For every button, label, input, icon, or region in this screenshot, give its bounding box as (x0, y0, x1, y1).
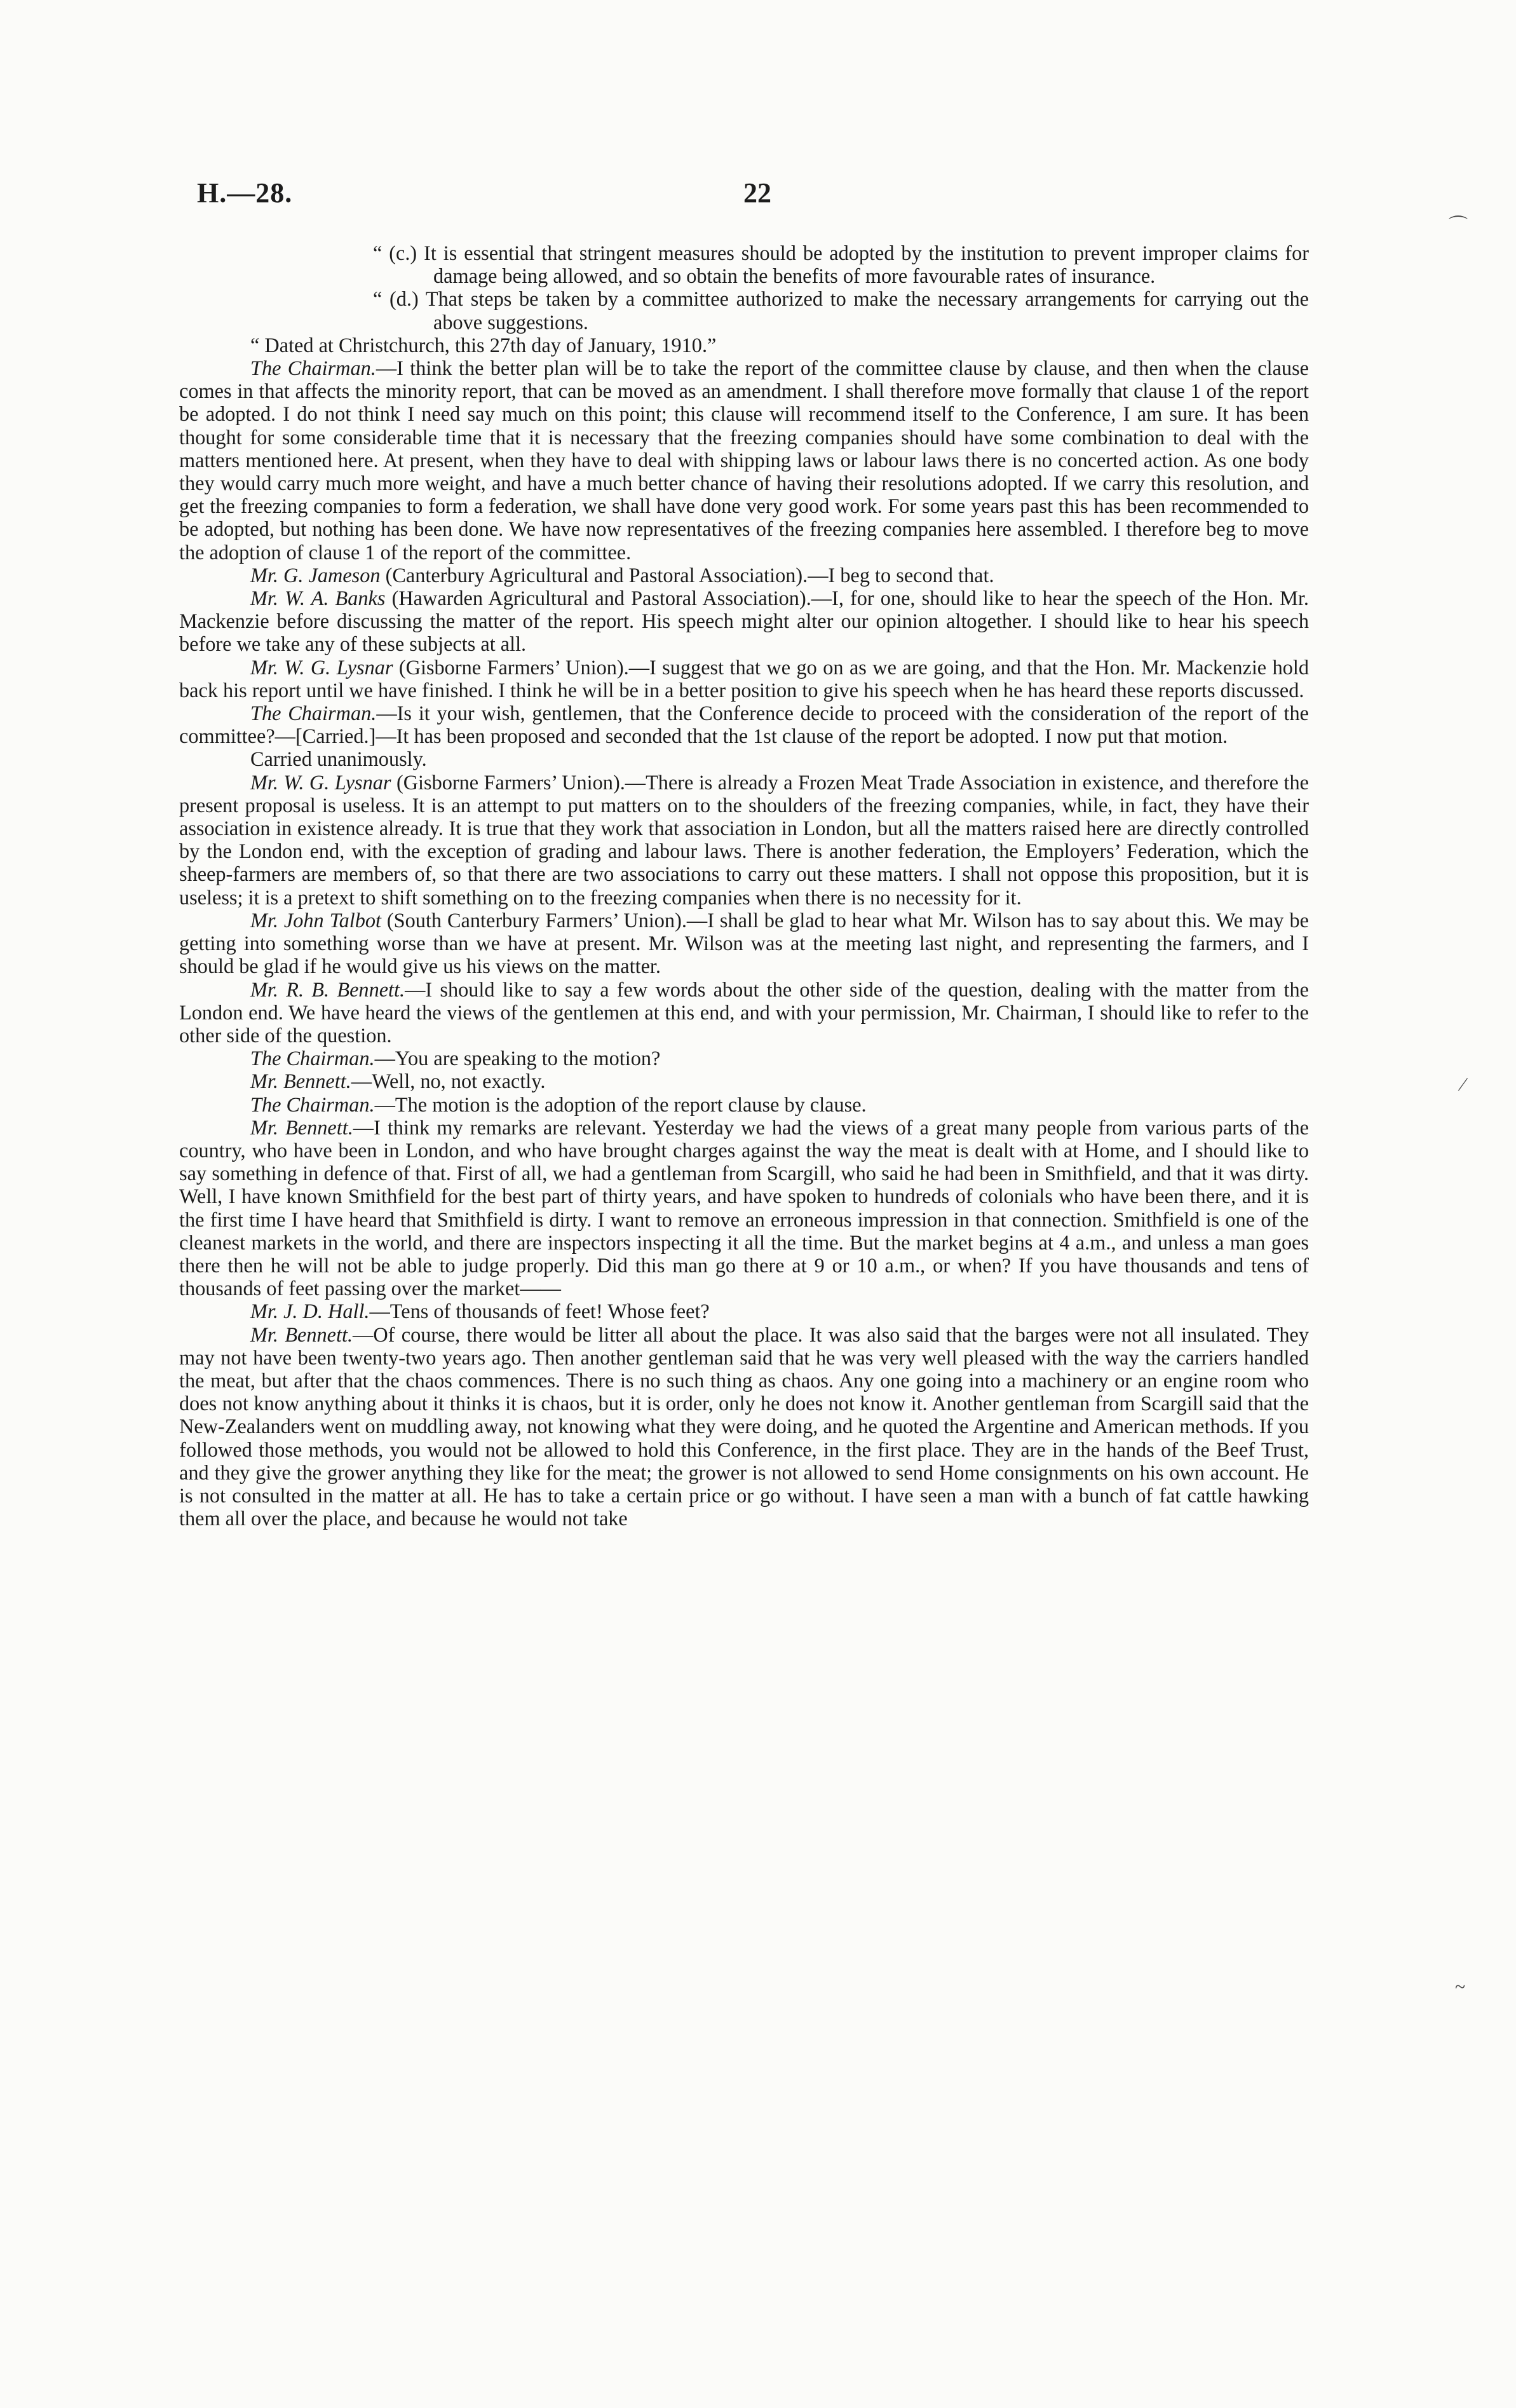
speaker: Mr. Bennett. (250, 1070, 351, 1093)
clause-label: “ (d.) (373, 287, 419, 311)
speaker: Mr. John Talbot (250, 908, 381, 932)
speaker: The Chairman. (250, 357, 376, 380)
document-body (179, 241, 1309, 1530)
paragraph-text: (Gisborne Farmers’ Union).—I suggest that we go on as we are going, and that the Hon. Mr. Mackenzie hold back his report until we have finished. I think he will be in a better position to give his speech when he has heard these reports discussed. (179, 655, 1310, 702)
paragraph-text: —Is it your wish, gentlemen, that the Conference decide to proceed with the consideration of the report of the committee?—[Carried.]—It has been proposed and seconded that the 1st clause of the report be adopted. I now put that motion. (179, 702, 1309, 748)
paragraph (179, 1093, 1309, 1116)
paragraph-text: (Canterbury Agricultural and Pastoral Association).—I beg to second that. (380, 563, 994, 587)
paragraph (179, 564, 1309, 587)
paragraph-text: Carried unanimously. (250, 747, 427, 771)
speaker: Mr. W. G. Lysnar (250, 655, 393, 679)
page-number: 22 (743, 177, 771, 208)
paragraph-text: (South Canterbury Farmers’ Union).—I shall be glad to hear what Mr. Wilson has to say about this. We may be getting into something worse than we have at present. Mr. Wilson was at the meeting last night, and representing the farmers, and I should be glad if he would give us his views on the matter. (179, 908, 1309, 978)
paragraph (179, 702, 1309, 747)
speaker: Mr. Bennett. (250, 1115, 353, 1139)
page-header (197, 177, 1328, 221)
clause-text: It is essential that stringent measures should be adopted by the institution to prevent improper claims for damage being allowed, and so obtain the benefits of more favourable rates of insurance. (424, 241, 1309, 288)
clause-text: That steps be taken by a committee authorized to make the necessary arrangements for carrying out the above suggestions. (425, 287, 1309, 334)
clause-c (179, 241, 1309, 287)
paragraph-text: —I should like to say a few words about the other side of the question, dealing with the matter from the London end. We have heard the views of the gentlemen at this end, and with your permission, Mr. Chairman, I should like to refer to the other side of the question. (179, 977, 1310, 1047)
paragraph (179, 771, 1309, 909)
speaker: The Chairman. (250, 1092, 375, 1116)
paragraph-text: —Well, no, not exactly. (351, 1070, 546, 1093)
paragraph (179, 909, 1309, 978)
speaker: The Chairman. (250, 1047, 375, 1070)
paragraph (179, 1323, 1309, 1530)
clause-label: “ (c.) (373, 241, 417, 264)
paragraph (179, 747, 1309, 770)
paragraph-text: —I think the better plan will be to take the report of the committee clause by clause, and then when the clause comes in that affects the minority report, that can be moved as an amendment. I shall therefore move formally that clause 1 of the report be adopted. I do not think I need say much on this point; this clause will recommend itself to the Conference, I am sure. It has been thought for some considerable time that it is necessary that the freezing companies should have some combination to deal with the matters mentioned here. At present, when they have to deal with shipping laws or labour laws there is no concerted action. As one body they would carry much more weight, and have a much better chance of having their resolutions adopted. If we carry this resolution, and get the freezing companies to form a federation, we shall have done very good work. For some years past this has been recommended to be adopted, but nothing has been done. We have now representatives of the freezing companies here assembled. I therefore beg to move the adoption of clause 1 of the report of the committee. (179, 357, 1309, 564)
speaker: Mr. R. B. Bennett. (250, 977, 405, 1001)
speaker: Mr. G. Jameson (250, 563, 381, 587)
speaker: Mr. W. A. Banks (250, 587, 386, 610)
paragraph-text: (Hawarden Agricultural and Pastoral Association).—I, for one, should like to hear the speech of the Hon. Mr. Mackenzie before discussing the matter of the report. His speech might alter our opinion altogether. I should like to hear his speech before we take any of these subjects at all. (179, 587, 1309, 656)
speaker: Mr. Bennett. (250, 1323, 353, 1346)
paragraph (179, 1116, 1309, 1300)
paragraph (179, 978, 1309, 1047)
paragraph (179, 1300, 1309, 1323)
speaker: The Chairman. (250, 702, 377, 725)
paragraph (179, 1070, 1309, 1092)
paragraph-text: (Gisborne Farmers’ Union).—There is already a Frozen Meat Trade Association in existence, and therefore the present proposal is useless. It is an attempt to put matters on to the shoulders of the freezing companies, while, in fact, they have their association in existence already. It is true that they work that association in London, but all the matters raised here are directly controlled by the London end, with the exception of grading and labour laws. There is another federation, the Employers’ Federation, which the sheep-farmers are members of, so that there are two associations to carry out these matters. I shall not oppose this proposition, but it is useless; it is a pretext to shift something on to the freezing companies when there is no necessity for it. (179, 770, 1309, 909)
paragraph-text: —Of course, there would be litter all about the place. It was also said that the barges were not all insulated. They may not have been twenty-two years ago. Then another gentleman said that he was very well pleased with the way the carriers handled the meat, but after that the chaos commences. There is no such thing as chaos. Any one going into a machinery or an engine room who does not know anything about it thinks it is chaos, but it is order, only he does not know it. Another gentleman from Scargill said that the New-Zealanders went on muddling away, not knowing what they were doing, and he quoted the Argentine and American methods. If you followed those methods, you would not be allowed to hold this Conference, in the first place. They are in the hands of the Beef Trust, and they give the grower anything they like for the meat; the grower is not allowed to send Home consignments on his own account. He is not consulted in the matter at all. He has to take a certain price or go without. I have seen a man with a bunch of fat cattle hawking them all over the place, and because he would not take (179, 1323, 1309, 1530)
dated-line: “ Dated at Christchurch, this 27th day of January, 1910.” (250, 333, 717, 357)
page-code: H.—28. (197, 177, 293, 208)
clause-d (179, 287, 1309, 333)
margin-mark: ⌒ (1449, 215, 1468, 236)
margin-mark: ~ (1455, 1976, 1466, 1997)
speaker: Mr. J. D. Hall. (250, 1300, 370, 1323)
speaker: Mr. W. G. Lysnar (250, 770, 391, 794)
paragraph (179, 357, 1309, 564)
paragraph (179, 656, 1309, 702)
paragraph-text: —Tens of thousands of feet! Whose feet? (369, 1300, 710, 1323)
margin-mark: ⁄ (1461, 1074, 1465, 1095)
paragraph (179, 1047, 1309, 1070)
paragraph-text: —You are speaking to the motion? (374, 1047, 661, 1070)
paragraph-text: —The motion is the adoption of the report clause by clause. (374, 1092, 867, 1116)
paragraph-text: —I think my remarks are relevant. Yesterday we had the views of a great many people from various parts of the country, who have been in London, and who have brought charges against the way the meat is dealt with at Home, and I should like to say something in defence of that. First of all, we had a gentleman from Scargill, who said he had been in Smithfield, and that it was dirty. Well, I have known Smithfield for the best part of thirty years, and have spoken to hundreds of colonials who have been there, and it is the first time I have heard that Smithfield is dirty. I want to remove an erroneous impression in that connection. Smithfield is one of the cleanest markets in the world, and there are inspectors inspecting it all the time. But the market begins at 4 a.m., and unless a man goes there then he will not be able to judge properly. Did this man go there at 9 or 10 a.m., or when? If you have thousands and tens of thousands of feet passing over the market—— (179, 1115, 1309, 1300)
paragraph (179, 587, 1309, 656)
